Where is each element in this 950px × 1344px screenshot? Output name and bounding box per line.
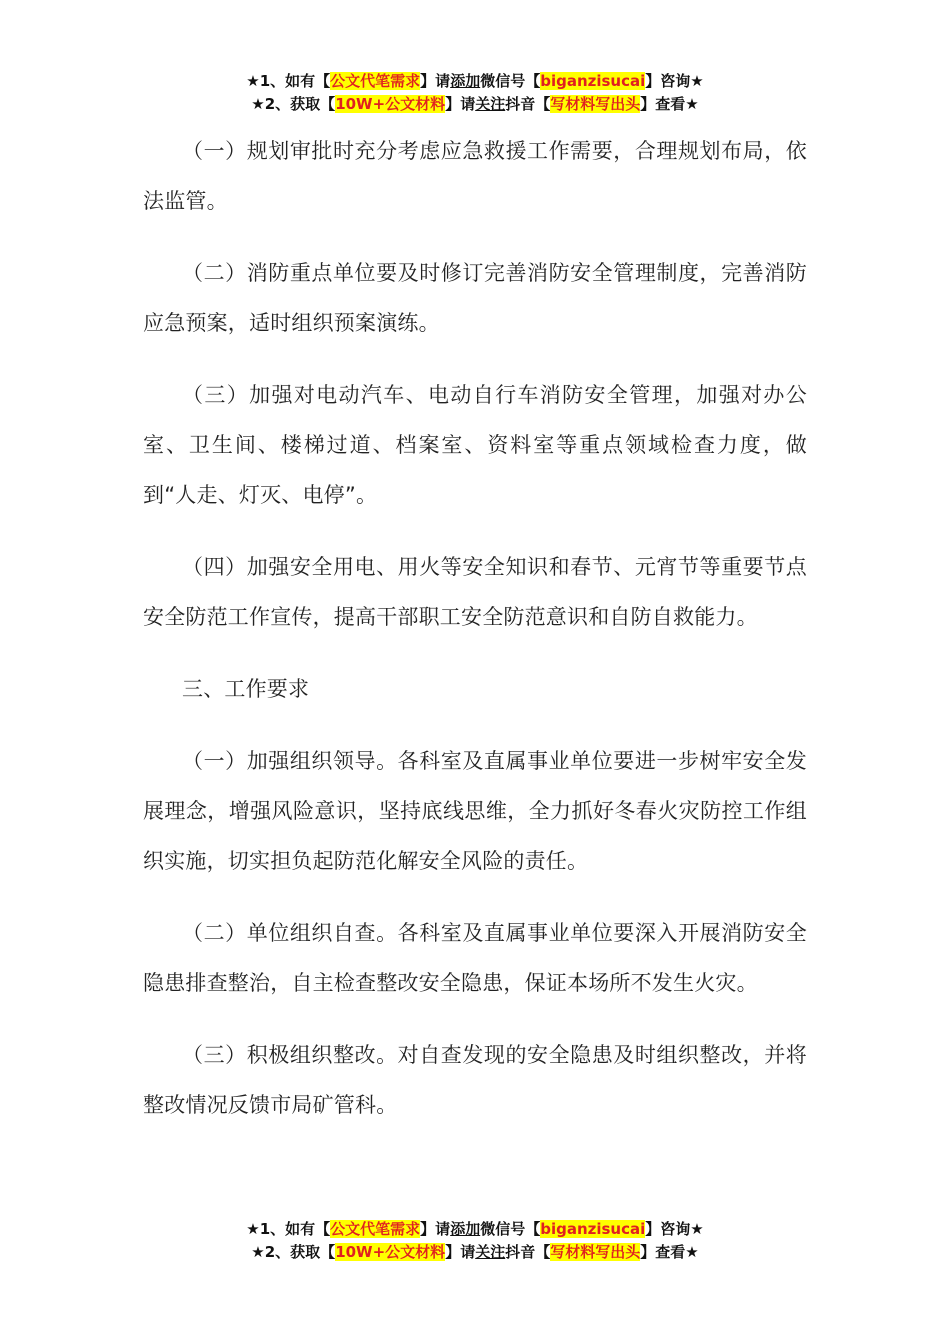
paragraph: （四）加强安全用电、用火等安全知识和春节、元宵节等重要节点安全防范工作宣传，提高干部职工安全防范意识和自防自救能力。 bbox=[143, 555, 807, 629]
highlight-douyin: 写材料写出头 bbox=[550, 95, 641, 113]
highlight-wechat-id: biganzisucai bbox=[540, 72, 646, 90]
paragraph: （三）积极组织整改。对自查发现的安全隐患及时组织整改，并将整改情况反馈市局矿管科。 bbox=[143, 1043, 807, 1117]
highlight-service: 公文代笔需求 bbox=[330, 1220, 421, 1238]
paragraph: （一）加强组织领导。各科室及直属事业单位要进一步树牢安全发展理念，增强风险意识，坚持底线思维，全力抓好冬春火灾防控工作组织实施，切实担负起防范化解安全风险的责任。 bbox=[143, 749, 807, 873]
paragraph: （二）消防重点单位要及时修订完善消防安全管理制度，完善消防应急预案，适时组织预案演练。 bbox=[143, 261, 807, 335]
highlight-materials: 10W+公文材料 bbox=[335, 95, 446, 113]
highlight-douyin: 写材料写出头 bbox=[550, 1243, 641, 1261]
header-banner bbox=[0, 70, 950, 116]
section-heading: 三、工作要求 bbox=[182, 677, 310, 701]
highlight-wechat-id: biganzisucai bbox=[540, 1220, 646, 1238]
highlight-service: 公文代笔需求 bbox=[330, 72, 421, 90]
paragraph: （三）加强对电动汽车、电动自行车消防安全管理，加强对办公室、卫生间、楼梯过道、档案室、资料室等重点领域检查力度，做到“人走、灯灭、电停”。 bbox=[143, 383, 807, 507]
paragraph: （二）单位组织自查。各科室及直属事业单位要深入开展消防安全隐患排查整治，自主检查整改安全隐患，保证本场所不发生火灾。 bbox=[143, 921, 807, 995]
footer-line-1: ★1、如有【公文代笔需求】请添加微信号【biganzisucai】咨询★ bbox=[246, 1220, 704, 1238]
paragraph: （一）规划审批时充分考虑应急救援工作需要，合理规划布局，依法监管。 bbox=[143, 139, 807, 213]
banner-line-1: ★1、如有【公文代笔需求】请添加微信号【biganzisucai】咨询★ bbox=[246, 72, 704, 90]
document-body bbox=[143, 126, 807, 1130]
highlight-materials: 10W+公文材料 bbox=[335, 1243, 446, 1261]
footer-line-2: ★2、获取【10W+公文材料】请关注抖音【写材料写出头】查看★ bbox=[251, 1243, 699, 1261]
footer-banner bbox=[0, 1218, 950, 1264]
banner-line-2: ★2、获取【10W+公文材料】请关注抖音【写材料写出头】查看★ bbox=[251, 95, 699, 113]
